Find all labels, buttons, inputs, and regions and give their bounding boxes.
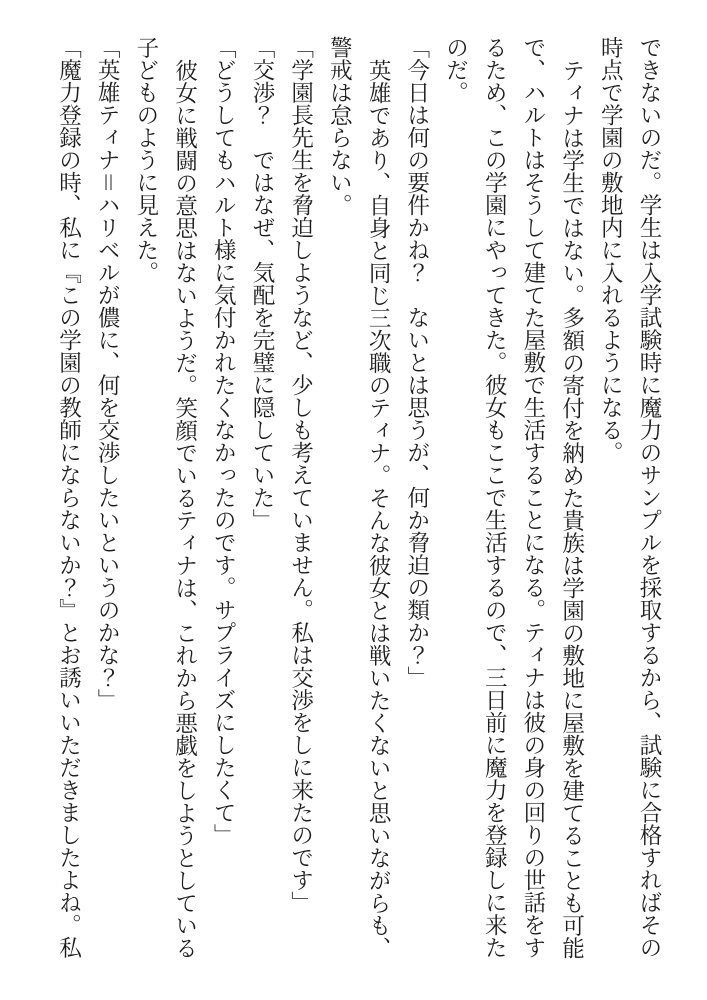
paragraph-dialogue: 「魔力登録の時、私に『この学園の教師にならないか？』とお誘いいただきましたよね。私 (56, 36, 82, 959)
paragraph-narration-continuation: できないのだ。学生は入学試験時に魔力のサンプルを採取するから、試験に合格すればその時点で学園の敷地内に入れるようになる。 (598, 36, 662, 959)
paragraph-narration: 彼女に戦闘の意思はないようだ。笑顔でいるティナは、これから悪戯をしようとしている子どものように見えた。 (133, 36, 198, 959)
paragraph-dialogue: 「交渉？ ではなぜ、気配を完璧に隠していた」 (249, 36, 275, 531)
paragraph-narration: 英雄であり、自身と同じ三次職のティナ。そんな彼女とは戦いたくないと思いながらも、警戒は怠らない。 (327, 36, 392, 959)
vertical-text-flow (48, 36, 668, 961)
paragraph-dialogue: 「英雄ティナ＝ハリベルが儂に、何を交渉したいというのかな？」 (95, 36, 121, 712)
paragraph-dialogue: 「今日は何の要件かね？ ないとは思うが、何か脅迫の類か？」 (404, 36, 430, 689)
paragraph-dialogue: 「学園長先生を脅迫しようなど、少しも考えていません。私は交渉をしに来たのです」 (288, 36, 314, 914)
paragraph-narration: ティナは学生ではない。多額の寄付を納めた貴族は学園の敷地に屋敷を建てることも可能で、ハルトはそうして建てた屋敷で生活することになる。ティナは彼の身の回りの世話をするため、この学園にやってきた。彼女もここで生活するので、三日前に魔力を登録しに来たのだ。 (443, 36, 585, 959)
paragraph-dialogue: 「どうしてもハルト様に気付かれたくなかったのです。サプライズにしたくて」 (211, 36, 237, 846)
